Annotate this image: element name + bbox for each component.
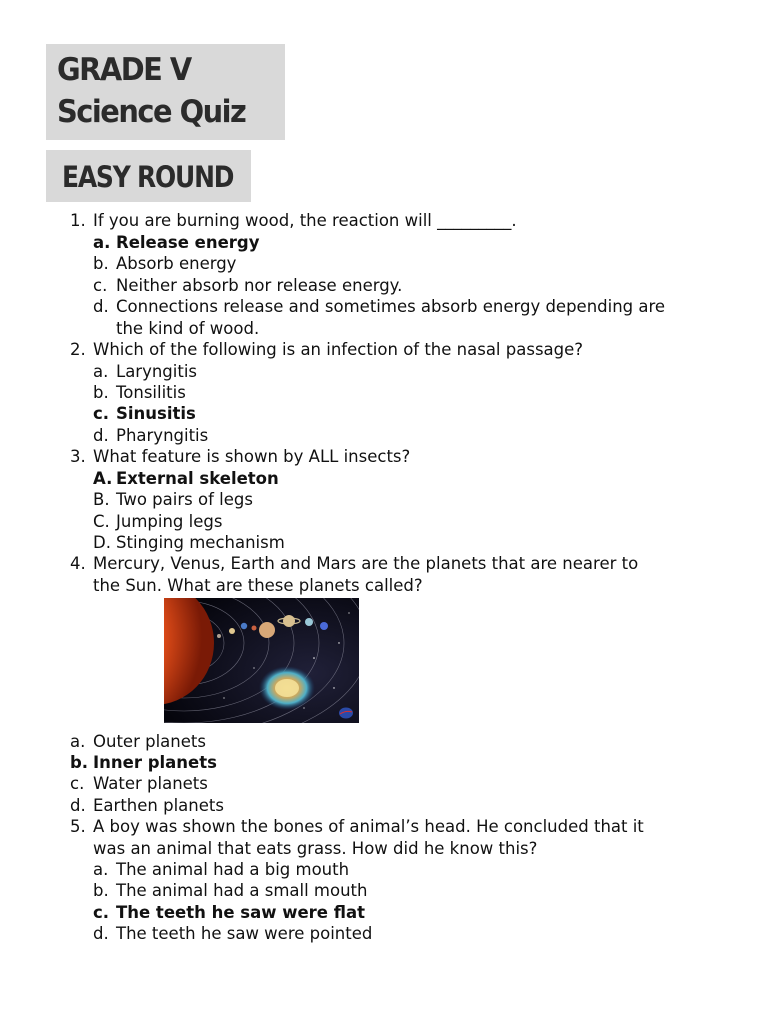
question-text: the Sun. What are these planets called? [93,576,423,595]
option-letter: b. [93,881,109,900]
option-text: the kind of wood. [116,319,260,338]
option-text: Release energy [116,233,260,252]
question-text: What feature is shown by ALL insects? [93,447,411,466]
option-text: The animal had a small mouth [116,881,368,900]
option-letter: d. [70,796,86,815]
quiz-title-box [46,44,285,140]
option-text: The teeth he saw were pointed [116,924,373,943]
option-letter: c. [93,276,108,295]
question-text: If you are burning wood, the reaction will _________. [93,211,517,230]
question-number: 1. [70,211,86,230]
option-text: Neither absorb nor release energy. [116,276,403,295]
option-letter: B. [93,490,110,509]
option-text: Outer planets [93,732,206,751]
option-text: Tonsilitis [116,383,186,402]
option-letter: a. [93,860,109,879]
option-text: Stinging mechanism [116,533,285,552]
option-letter: a. [93,362,109,381]
round-label: EASY ROUND [62,160,234,194]
question-number: 2. [70,340,86,359]
option-letter: a. [93,233,111,252]
option-text: Connections release and sometimes absorb energy depending are [116,297,666,316]
title-grade: GRADE V [57,52,191,88]
question-text: A boy was shown the bones of animal’s head. He concluded that it [93,817,644,836]
option-letter: b. [70,753,89,772]
option-text: Absorb energy [116,254,237,273]
option-text: Earthen planets [93,796,224,815]
option-letter: b. [93,254,109,273]
option-text: Pharyngitis [116,426,209,445]
option-letter: c. [70,774,85,793]
option-text: Two pairs of legs [116,490,253,509]
option-text: External skeleton [116,469,279,488]
option-text: The animal had a big mouth [116,860,350,879]
option-letter: d. [93,426,109,445]
option-letter: b. [93,383,109,402]
option-text: Inner planets [93,753,217,772]
option-text: Water planets [93,774,208,793]
option-letter: d. [93,924,109,943]
option-letter: A. [93,469,113,488]
round-label-box [46,150,251,202]
question-number: 3. [70,447,86,466]
option-text: Sinusitis [116,404,196,423]
question-number: 4. [70,554,86,573]
option-letter: d. [93,297,109,316]
option-letter: c. [93,404,110,423]
option-text: Jumping legs [116,512,223,531]
question-text: Mercury, Venus, Earth and Mars are the planets that are nearer to [93,554,639,573]
question-text: Which of the following is an infection of the nasal passage? [93,340,584,359]
option-letter: c. [93,903,110,922]
option-letter: C. [93,512,110,531]
question-text: was an animal that eats grass. How did he know this? [93,839,538,858]
option-text: Laryngitis [116,362,198,381]
option-letter: D. [93,533,111,552]
option-text: The teeth he saw were flat [116,903,365,922]
option-letter: a. [70,732,86,751]
solar-system-image [164,598,359,723]
title-subject: Science Quiz [57,94,246,130]
question-number: 5. [70,817,86,836]
